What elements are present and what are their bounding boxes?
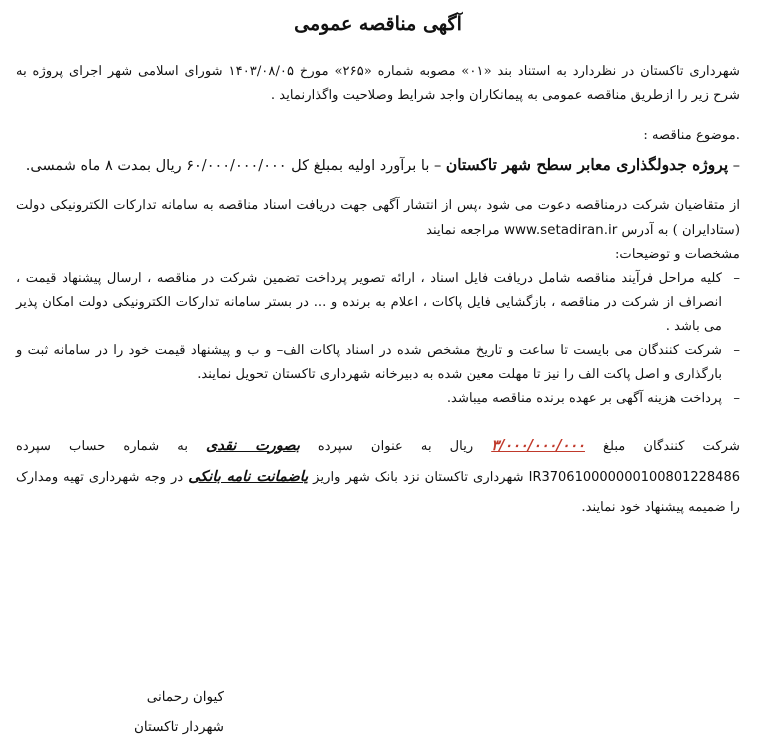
notes-label: مشخصات و توضیحات:	[614, 246, 740, 262]
project-dash: –	[728, 158, 740, 174]
project-line	[16, 152, 740, 179]
deposit-amount: ۳/۰۰۰/۰۰۰/۰۰۰	[491, 436, 585, 454]
deposit-text: شرکت کنندگان مبلغ	[584, 438, 740, 454]
note-text: کلیه مراحل فرآیند مناقصه شامل دریافت فایل اسناد ، ارائه تصویر پرداخت تضمین شرکت در مناقصه ، ارسال پیشنهاد قیمت ، انصراف از شرکت در مناقصه ، بازگشایی فایل پاکات ، اعلام به برنده و ... در بستر سامانه تدارکات الکترونیکی دولت امکان پذیر می باشد .	[16, 270, 722, 334]
list-item: – کلیه مراحل فرآیند مناقصه شامل دریافت فایل اسناد ، ارائه تصویر پرداخت تضمین شرکت در مناقصه ، ارسال پیشنهاد قیمت ، انصراف از شرکت در مناقصه ، بازگشایی فایل پاکات ، اعلام به برنده و ... در بستر سامانه تدارکات الکترونیکی دولت امکان پذیر می باشد .	[16, 270, 740, 334]
signer-role: شهردار تاکستان	[134, 719, 224, 735]
notice-title: آگهی مناقصه عمومی	[294, 13, 462, 35]
signer-name: کیوان رحمانی	[146, 689, 224, 705]
deposit-paragraph	[16, 431, 740, 523]
note-text: پرداخت هزینه آگهی بر عهده برنده مناقصه میباشد.	[446, 390, 722, 406]
intro-paragraph: شهرداری تاکستان در نظردارد به استناد بند «۰۱» مصوبه شماره «۲۶۵» مورخ ۱۴۰۳/۰۸/۰۵ شورای اسلامی شهر اجرای پروژه به شرح زیر را ازطریق مناقصه عمومی به پیمانکاران واجد شرایط وصلاحیت واگذارنماید .	[16, 64, 740, 103]
invite-text: از متقاضیان شرکت درمناقصه دعوت می شود ،پس از انتشار آگهی جهت دریافت اسناد مناقصه به سامانه تدارکات الکترونیکی دولت (ستادایران ) به آدرس	[16, 197, 740, 238]
deposit-text: شهرداری تاکستان نزد بانک شهر واریز	[308, 469, 529, 485]
deposit-text: در وجه شهرداری تهیه ومدارک را ضمیمه پیشنهاد خود نمایند.	[16, 469, 740, 515]
list-item: – پرداخت هزینه آگهی بر عهده برنده مناقصه میباشد.	[446, 390, 740, 406]
deposit-text: ریال به عنوان سپرده	[299, 438, 492, 454]
cash-method: بصورت نقدی	[206, 436, 300, 454]
deposit-text: به شماره حساب سپرده	[16, 438, 206, 454]
setadiran-link[interactable]: www.setadiran.ir	[503, 221, 618, 238]
notes-list	[16, 267, 740, 411]
signature-block	[74, 682, 224, 742]
subject-label: .موضوع مناقصه :	[643, 128, 740, 143]
list-item: – شرکت کنندگان می بایست تا ساعت و تاریخ مشخص شده در اسناد پاکات الف– و ب و پیشنهاد قیمت خود را در سامانه ثبت و بارگذاری و اصل پاکت الف را نیز تا مهلت معین شده به دبیرخانه شهرداری تاکستان تحویل نمایند.	[16, 342, 740, 382]
project-name: پروژه جدولگذاری معابر سطح شهر تاکستان	[445, 155, 729, 174]
account-number: IR370610000000100801228486	[528, 469, 740, 485]
bank-guarantee: یاضمانت نامه بانکی	[188, 467, 309, 485]
invite-paragraph	[16, 194, 740, 243]
project-details: – با برآورد اولیه بمبلغ کل ۶۰/۰۰۰/۰۰۰/۰۰۰ ریال بمدت ۸ ماه شمسی.	[25, 158, 446, 174]
note-text: شرکت کنندگان می بایست تا ساعت و تاریخ مشخص شده در اسناد پاکات الف– و ب و پیشنهاد قیمت خود را در سامانه ثبت و بارگذاری و اصل پاکت الف را نیز تا مهلت معین شده به دبیرخانه شهرداری تاکستان تحویل نمایند.	[16, 342, 722, 382]
invite-text-end: مراجعه نمایند	[426, 222, 504, 238]
